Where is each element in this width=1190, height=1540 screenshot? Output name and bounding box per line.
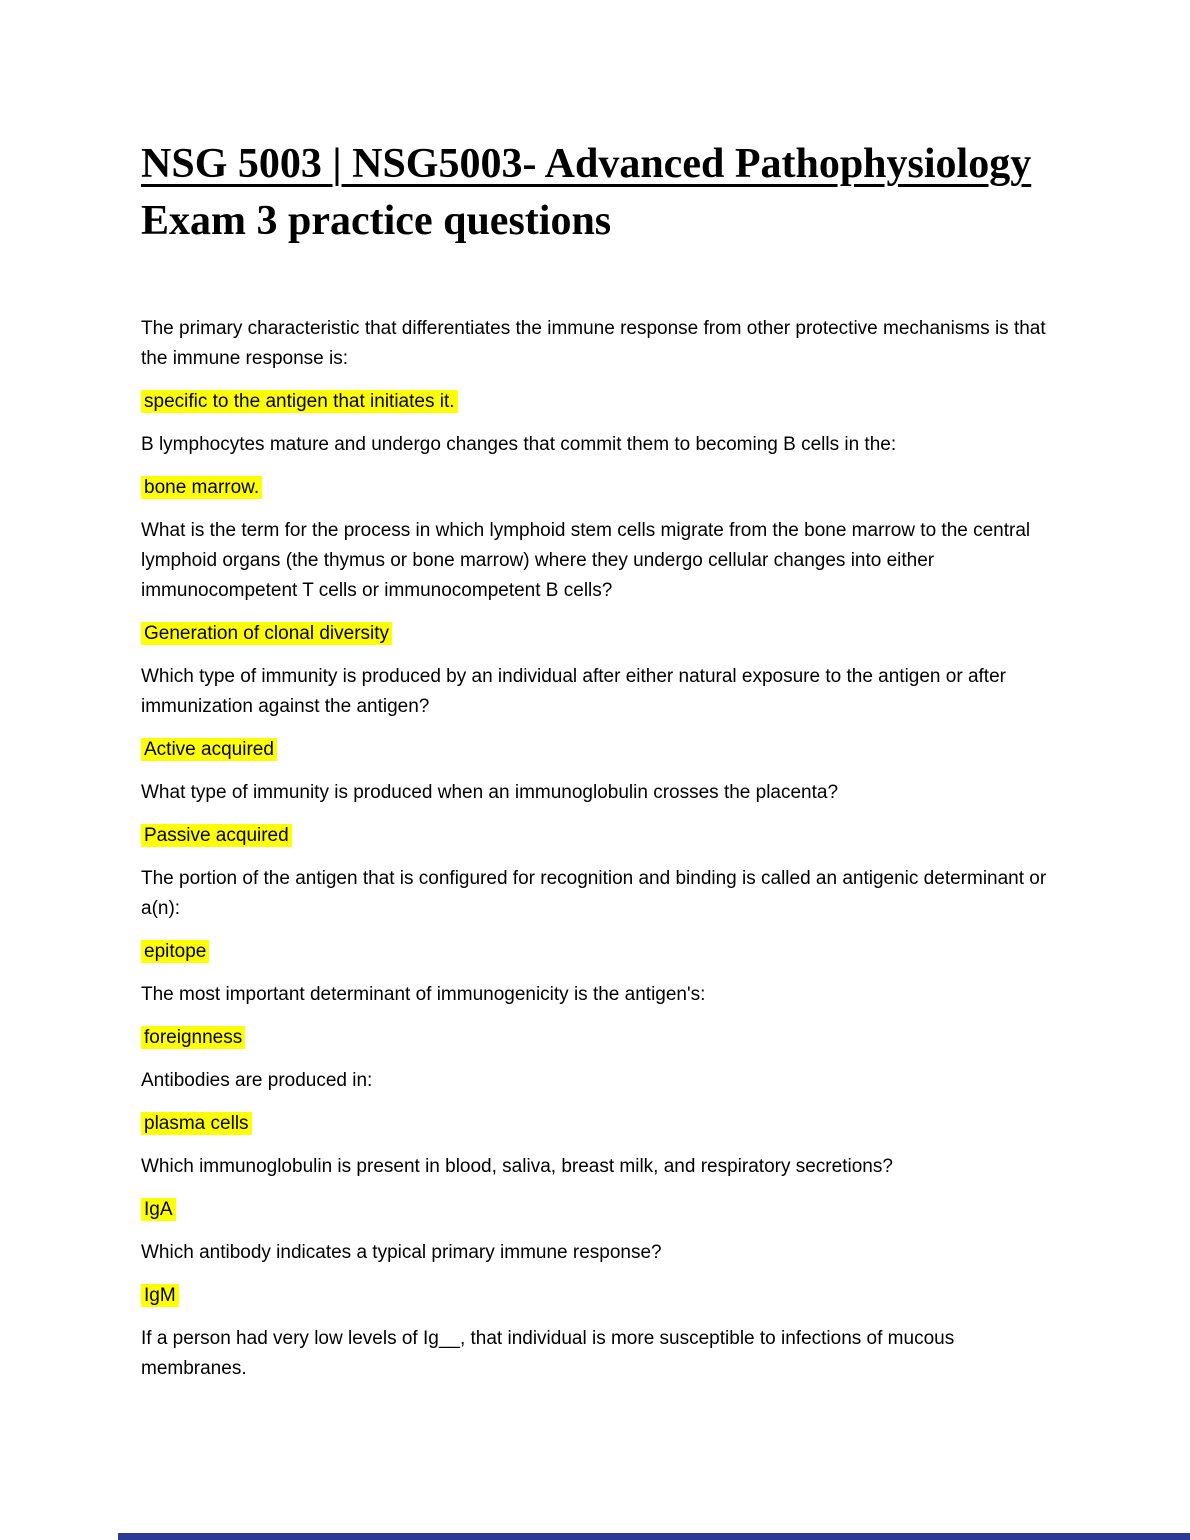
question-text: The portion of the antigen that is configured for recognition and binding is called an antigenic determinant or a(n): xyxy=(141,868,1047,920)
answer-paragraph xyxy=(141,1023,1049,1053)
answer-paragraph xyxy=(141,821,1049,851)
question-text: The primary characteristic that differentiates the immune response from other protective mechanisms is that the immune response is: xyxy=(141,318,1046,370)
document-content xyxy=(141,136,1049,1397)
question-text: What is the term for the process in which lymphoid stem cells migrate from the bone marrow to the central lymphoid organs (the thymus or bone marrow) where they undergo cellular changes into either immunocompetent T cells or immunocompetent B cells? xyxy=(141,520,1031,602)
question-text: The most important determinant of immunogenicity is the antigen's: xyxy=(141,984,706,1006)
answer-paragraph xyxy=(141,473,1049,503)
title-plain-text: Exam 3 practice questions xyxy=(141,198,612,245)
answer-paragraph xyxy=(141,619,1049,649)
answer-highlight: Passive acquired xyxy=(141,824,292,847)
answer-paragraph xyxy=(141,387,1049,417)
answer-highlight: IgM xyxy=(141,1284,179,1307)
answer-highlight: epitope xyxy=(141,940,209,963)
question-text: If a person had very low levels of Ig__, that individual is more susceptible to infections of mucous membranes. xyxy=(141,1328,955,1380)
answer-paragraph xyxy=(141,1195,1049,1225)
qa-list xyxy=(141,314,1049,1384)
answer-highlight: Active acquired xyxy=(141,738,277,761)
document-title xyxy=(141,136,1049,250)
answer-paragraph xyxy=(141,1109,1049,1139)
partial-footer-bar xyxy=(118,1533,1190,1540)
question-text: Which antibody indicates a typical primary immune response? xyxy=(141,1242,662,1264)
answer-paragraph xyxy=(141,937,1049,967)
answer-highlight: foreignness xyxy=(141,1026,245,1049)
answer-paragraph xyxy=(141,735,1049,765)
question-text: Which immunoglobulin is present in blood, saliva, breast milk, and respiratory secretions? xyxy=(141,1156,893,1178)
question-text: Antibodies are produced in: xyxy=(141,1070,373,1092)
question-text: B lymphocytes mature and undergo changes that commit them to becoming B cells in the: xyxy=(141,434,897,456)
answer-highlight: specific to the antigen that initiates it. xyxy=(141,390,458,413)
answer-highlight: plasma cells xyxy=(141,1112,252,1135)
title-underlined-text: NSG 5003 | NSG5003- Advanced Pathophysiology xyxy=(141,141,1032,187)
question-text: Which type of immunity is produced by an individual after either natural exposure to the antigen or after immunization against the antigen? xyxy=(141,666,1006,718)
answer-highlight: IgA xyxy=(141,1198,176,1221)
answer-highlight: bone marrow. xyxy=(141,476,262,499)
answer-paragraph xyxy=(141,1281,1049,1311)
answer-highlight: Generation of clonal diversity xyxy=(141,622,392,645)
question-text: What type of immunity is produced when an immunoglobulin crosses the placenta? xyxy=(141,782,839,804)
